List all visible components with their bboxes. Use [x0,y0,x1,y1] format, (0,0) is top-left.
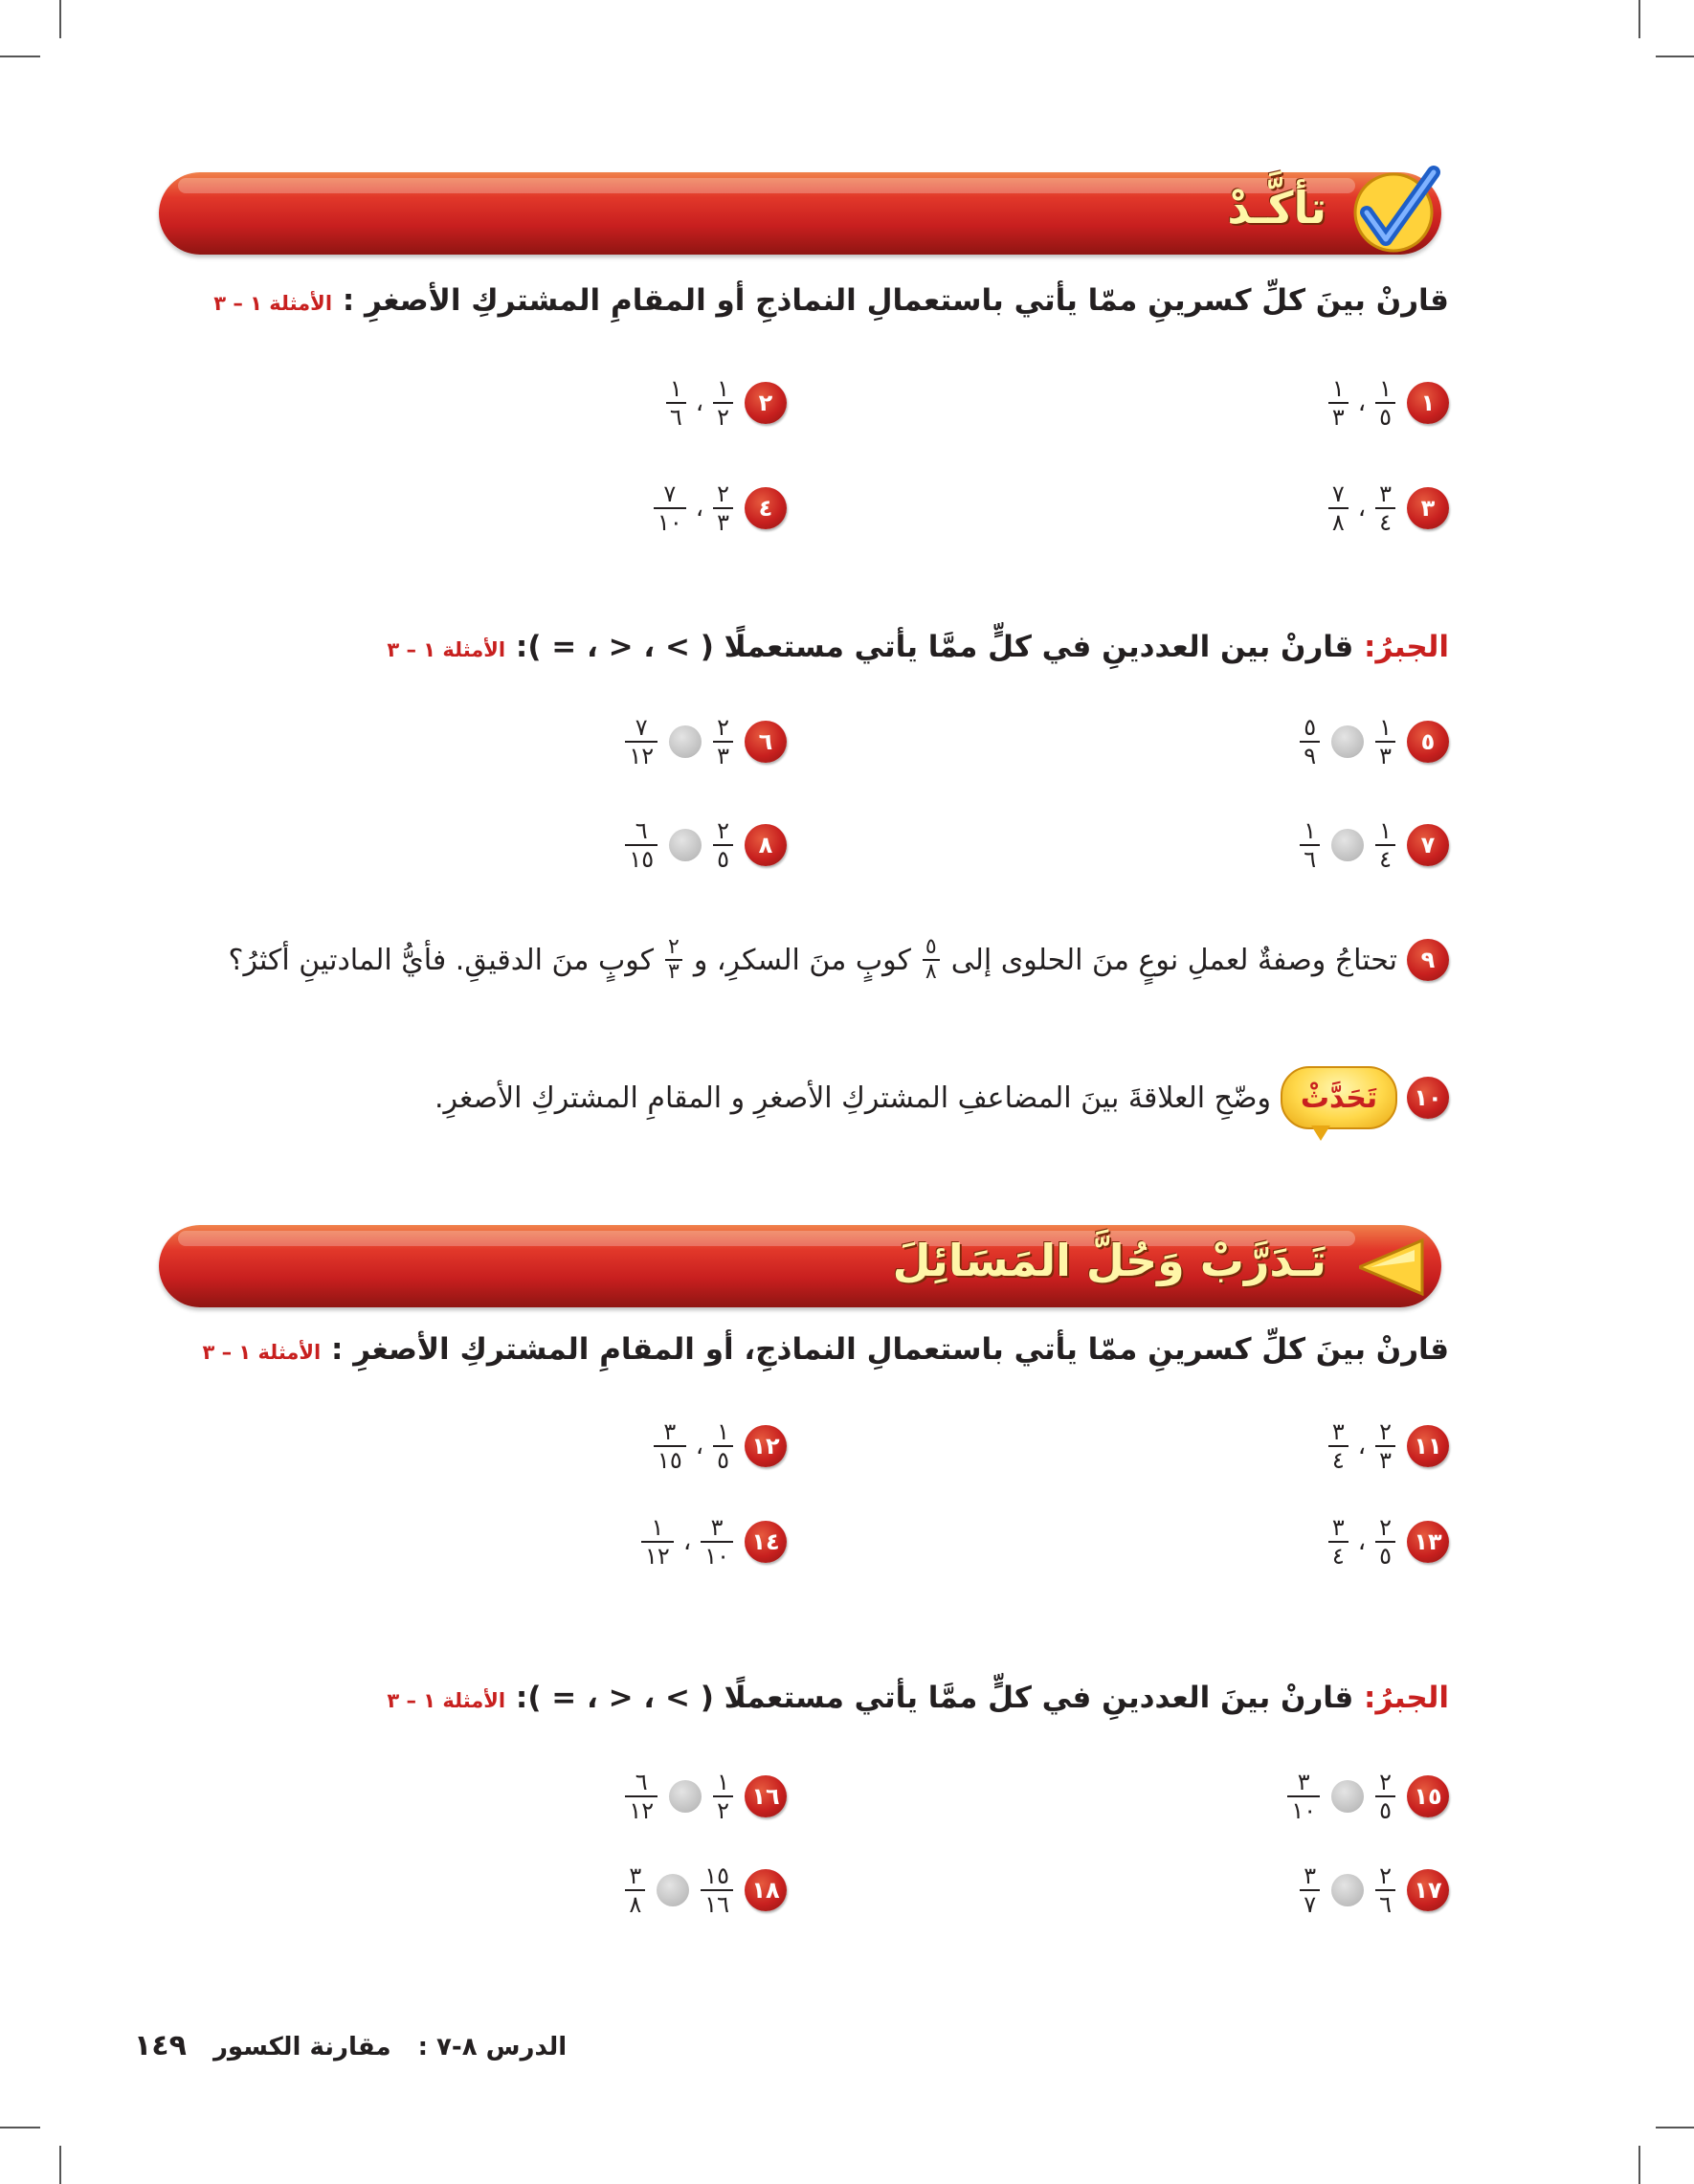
checkmark-icon [1346,165,1441,260]
talk-problem: ١٠ تَحَدَّثْ وضّحِ العلاقةَ بينَ المضاعفِ المشتركِ الأصغرِ و المقامِ المشتركِ الأصغرِ. [435,1066,1449,1129]
fraction: $\frac{٧}{٨}$ [1328,480,1349,536]
comma: ، [695,389,704,417]
crop-mark [1638,0,1640,38]
fraction: $\frac{١}{٦}$ [666,375,686,431]
algebra-label: الجبرُ: [1364,630,1449,664]
exercise-item [654,1413,787,1480]
exercise-number: ٦ [745,721,787,763]
crop-mark [0,2127,40,2128]
comparison-blank[interactable] [669,725,702,758]
fraction: $\frac{٣}{١٠}$ [701,1514,733,1570]
section-title: تأكَّـدْ [1227,182,1326,234]
comparison-blank[interactable] [669,1780,702,1813]
fraction: $\frac{٢}{٥}$ [713,817,733,873]
fraction: $\frac{١}{٦}$ [1300,817,1320,873]
comma: ، [695,1432,704,1460]
fraction: $\frac{١}{٢}$ [713,1769,733,1824]
exercise-item [1328,1413,1449,1480]
fraction: $\frac{٣}{٧}$ [1300,1862,1320,1918]
fraction: $\frac{٣}{١٥}$ [654,1418,686,1474]
exercise-number: ١٦ [745,1775,787,1817]
exercise-number: ٨ [745,824,787,866]
crop-mark [1656,2127,1694,2128]
exercise-number: ١٢ [745,1425,787,1467]
exercise-item [1300,812,1449,879]
exercise-number: ٥ [1407,721,1449,763]
examples-ref: الأمثلة ١ – ٣ [213,292,333,315]
exercise-number: ١٧ [1407,1869,1449,1911]
fraction: $\frac{١}{٤}$ [1375,817,1395,873]
fraction: $\frac{٧}{١٠}$ [654,480,686,536]
comma: ، [1357,389,1367,417]
fraction: $\frac{١٥}{١٦}$ [701,1862,733,1918]
fraction: $\frac{١}{٥}$ [1375,375,1395,431]
exercise-item [625,708,787,775]
examples-ref: الأمثلة ١ – ٣ [387,1689,506,1712]
exercise-number: ٢ [745,382,787,424]
examples-ref: الأمثلة ١ – ٣ [387,638,506,661]
exercise-number: ٤ [745,487,787,529]
algebra-label: الجبرُ: [1364,1681,1449,1715]
examples-ref: الأمثلة ١ – ٣ [202,1341,322,1364]
fraction: $\frac{٢}{٥}$ [1375,1769,1395,1824]
exercise-item [625,812,787,879]
exercise-number: ١٤ [745,1521,787,1563]
comma: ، [682,1527,692,1556]
exercise-item [666,369,787,436]
exercise-item [625,1763,787,1830]
page-number: ١٤٩ [134,2029,187,2062]
section-title: تَـدَرَّبْ وَحُلَّ المَسَائِلَ [892,1235,1326,1286]
crop-mark [0,56,40,57]
comma: ، [1357,1527,1367,1556]
exercise-number: ٩ [1407,939,1449,981]
instruction-algebra: الجبرُ: قارنْ بين العددينِ في كلٍّ ممَّا يأتي مستعملًا ( > ، < ، = ): الأمثلة ١ – ٣ [387,630,1449,664]
comma: ، [1357,494,1367,523]
comparison-blank[interactable] [1331,1874,1364,1906]
exercise-item [1328,1508,1449,1575]
exercise-number: ١٣ [1407,1521,1449,1563]
instruction-compare: قارنْ بينَ كلِّ كسرينِ ممّا يأتي باستعمالِ النماذجِ، أو المقامِ المشتركِ الأصغرِ : الأمثلة ١ – ٣ [202,1332,1449,1367]
lesson-title: مقارنة الكسور [212,2033,391,2061]
fraction: $\frac{٥}{٩}$ [1300,714,1320,769]
fraction: $\frac{٥}{٨}$ [923,936,940,984]
fraction: $\frac{٢}{٣}$ [665,936,682,984]
comparison-blank[interactable] [1331,725,1364,758]
fraction: $\frac{٢}{٦}$ [1375,1862,1395,1918]
exercise-number: ١٥ [1407,1775,1449,1817]
crop-mark [59,0,61,38]
page-footer [134,2029,567,2062]
arrow-icon [1359,1238,1426,1296]
exercise-number: ١٨ [745,1869,787,1911]
fraction: $\frac{٢}{٣}$ [1375,1418,1395,1474]
fraction: $\frac{١}{٥}$ [713,1418,733,1474]
comparison-blank[interactable] [657,1874,689,1906]
fraction: $\frac{١}{٣}$ [1328,375,1349,431]
exercise-number: ٧ [1407,824,1449,866]
comma: ، [1357,1432,1367,1460]
comma: ، [695,494,704,523]
crop-mark [1656,56,1694,57]
instruction-compare: قارنْ بينَ كلِّ كسرينِ ممّا يأتي باستعمالِ النماذجِ أو المقامِ المشتركِ الأصغرِ : الأمثلة ١ – ٣ [213,283,1449,318]
exercise-item [625,1857,787,1924]
lesson-label: الدرس ٨-٧ : [417,2033,568,2061]
fraction: $\frac{١}{٢}$ [713,375,733,431]
talk-badge-icon: تَحَدَّثْ [1281,1066,1397,1129]
comparison-blank[interactable] [669,829,702,861]
fraction: $\frac{٧}{١٢}$ [625,714,658,769]
exercise-number: ١٠ [1407,1077,1449,1119]
fraction: $\frac{٣}{٤}$ [1375,480,1395,536]
fraction: $\frac{٣}{١٠}$ [1287,1769,1320,1824]
fraction: $\frac{٢}{٣}$ [713,714,733,769]
section-banner-practice [159,1225,1441,1307]
word-problem: ٩ تحتاجُ وصفةٌ لعملِ نوعٍ منَ الحلوى إلى $\frac{٥}{٨}$ كوبٍ منَ السكرِ، و $\frac{٢}{٣}$ كوبٍ منَ الدقيقِ. فأيُّ المادتينِ أكثرُ؟ [229,936,1449,984]
exercise-item [1287,1763,1449,1830]
exercise-item [654,475,787,542]
section-banner-confirm [159,172,1441,255]
crop-mark [1638,2146,1640,2184]
fraction: $\frac{١}{٣}$ [1375,714,1395,769]
fraction: $\frac{٣}{٤}$ [1328,1418,1349,1474]
comparison-blank[interactable] [1331,829,1364,861]
exercise-number: ١ [1407,382,1449,424]
exercise-item [641,1508,787,1575]
exercise-item [1300,1857,1449,1924]
comparison-blank[interactable] [1331,1780,1364,1813]
exercise-item [1328,475,1449,542]
exercise-item [1300,708,1449,775]
fraction: $\frac{٣}{٨}$ [625,1862,645,1918]
crop-mark [59,2146,61,2184]
exercise-number: ٣ [1407,487,1449,529]
exercise-number: ١١ [1407,1425,1449,1467]
fraction: $\frac{٦}{١٢}$ [625,1769,658,1824]
fraction: $\frac{٦}{١٥}$ [625,817,658,873]
exercise-item [1328,369,1449,436]
fraction: $\frac{٣}{٤}$ [1328,1514,1349,1570]
fraction: $\frac{٢}{٥}$ [1375,1514,1395,1570]
fraction: $\frac{٢}{٣}$ [713,480,733,536]
instruction-algebra: الجبرُ: قارنْ بينَ العددينِ في كلٍّ ممَّا يأتي مستعملًا ( > ، < ، = ): الأمثلة ١ – ٣ [387,1681,1449,1715]
fraction: $\frac{١}{١٢}$ [641,1514,674,1570]
